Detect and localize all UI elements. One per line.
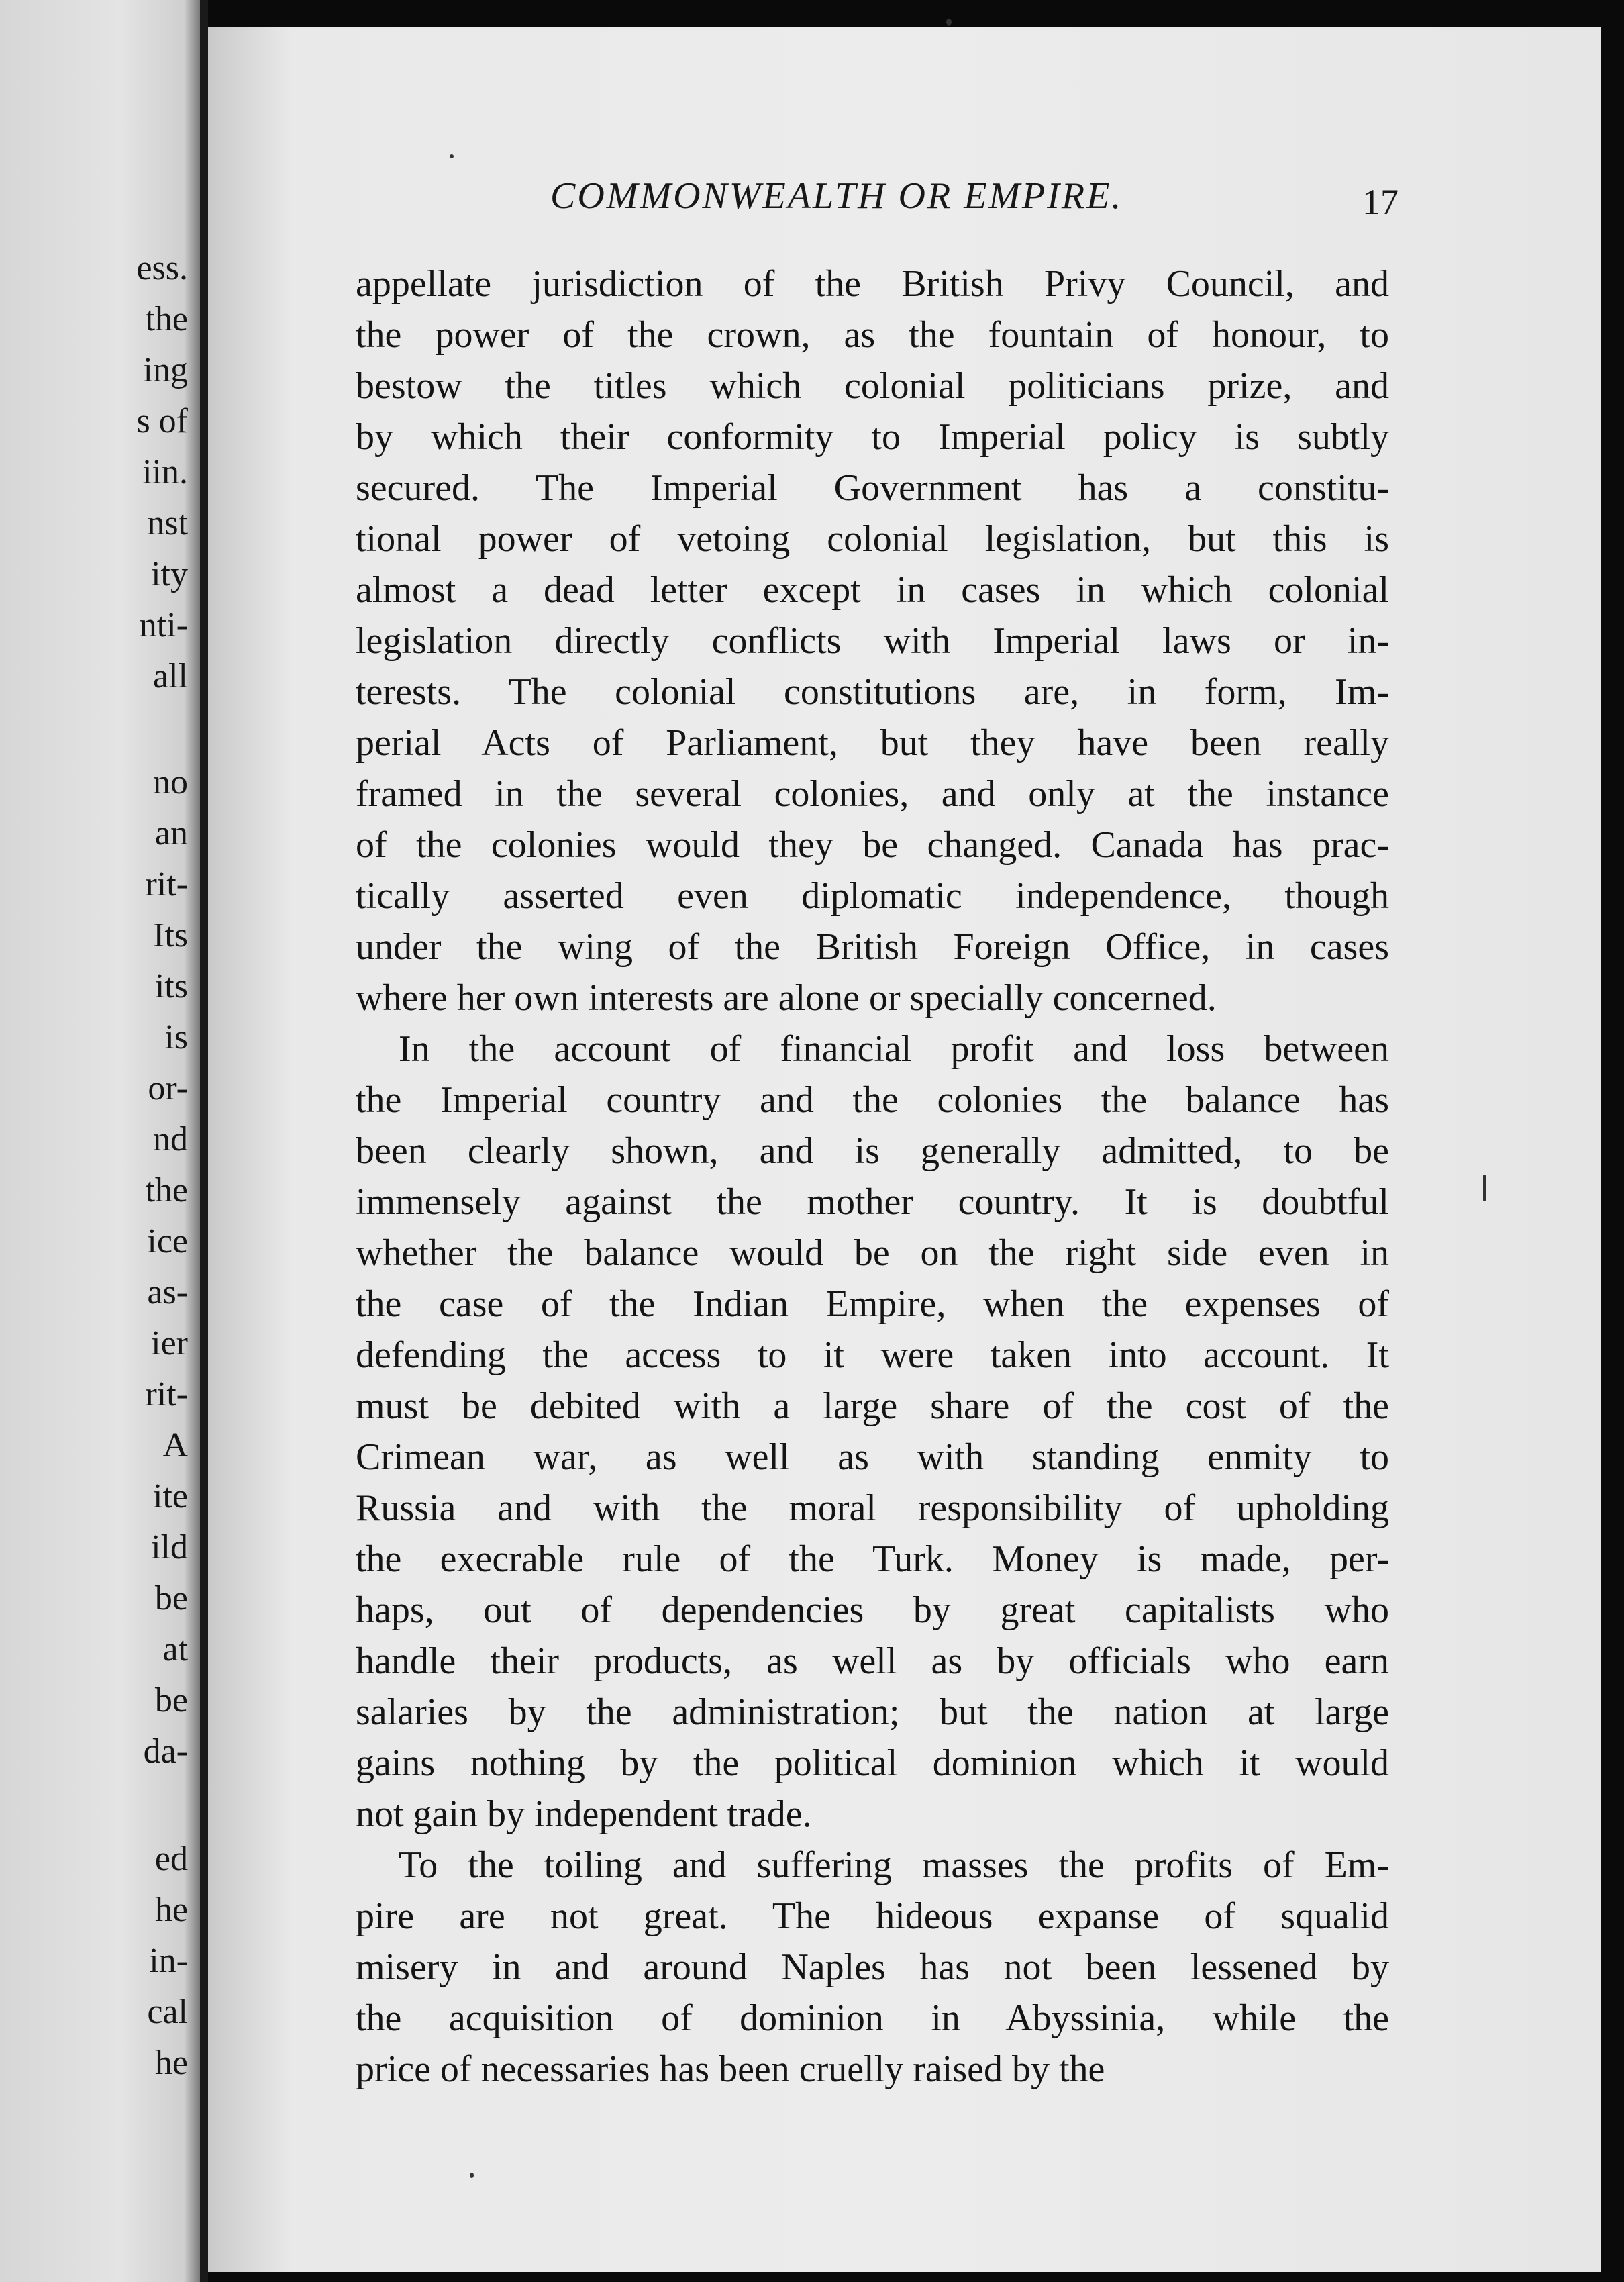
left-page-fragment: cal — [147, 1993, 188, 2031]
text-line: of the colonies would they be changed. Canada has prac- — [356, 824, 1389, 866]
left-page-fragment: an — [154, 814, 188, 852]
left-page-fragment: nti- — [139, 606, 188, 644]
text-line: Crimean war, as well as with standing enmity to — [356, 1436, 1389, 1478]
text-line: terests. The colonial constitutions are, in form, Im- — [356, 671, 1389, 713]
paragraph — [356, 258, 1389, 1024]
left-page-fragment: at — [162, 1630, 188, 1669]
text-line: gains nothing by the political dominion which it would — [356, 1742, 1389, 1784]
left-page-fragment: or- — [148, 1069, 188, 1107]
left-page-fragment: is — [164, 1018, 188, 1056]
text-line: the power of the crown, as the fountain of honour, to — [356, 314, 1389, 356]
book-gutter — [200, 0, 208, 2282]
text-line: where her own interests are alone or specially concerned. — [356, 977, 1217, 1019]
print-speck — [1483, 1175, 1486, 1201]
left-page-edge — [0, 0, 200, 2282]
left-page-fragment: he — [154, 2044, 188, 2082]
left-page-fragment: ice — [147, 1222, 188, 1260]
print-speck — [470, 2173, 474, 2178]
left-page-fragment: ild — [151, 1528, 188, 1567]
text-line: almost a dead letter except in cases in which colonial — [356, 569, 1389, 611]
left-page-fragment: the — [145, 1171, 188, 1209]
text-line: perial Acts of Parliament, but they have been really — [356, 722, 1389, 764]
text-line: To the toiling and suffering masses the profits of Em- — [399, 1844, 1389, 1886]
text-line: the Imperial country and the colonies the balance has — [356, 1079, 1389, 1121]
text-line: legislation directly conflicts with Imperial laws or in- — [356, 620, 1389, 662]
print-speck — [946, 19, 952, 26]
left-page-fragment: as- — [147, 1273, 188, 1311]
print-speck — [450, 154, 454, 158]
left-page-fragment: be — [154, 1681, 188, 1720]
left-page-fragment: ier — [151, 1324, 188, 1362]
paragraph — [356, 1024, 1389, 1840]
text-line: Russia and with the moral responsibility of upholding — [356, 1487, 1389, 1529]
text-line: misery in and around Naples has not been lessened by — [356, 1946, 1389, 1988]
text-line: salaries by the administration; but the nation at large — [356, 1691, 1389, 1733]
left-page-fragment: the — [145, 300, 188, 338]
text-line: bestow the titles which colonial politicians prize, and — [356, 365, 1389, 407]
text-line: handle their products, as well as by officials who earn — [356, 1640, 1389, 1682]
text-line: the case of the Indian Empire, when the expenses of — [356, 1283, 1389, 1325]
text-line: the acquisition of dominion in Abyssinia, while the — [356, 1997, 1389, 2039]
left-page-fragment: rit- — [145, 865, 188, 903]
left-page-fragment: all — [153, 657, 188, 695]
left-page-fragment: rit- — [145, 1375, 188, 1413]
text-line: appellate jurisdiction of the British Privy Council, and — [356, 263, 1389, 305]
left-page-fragment: ing — [143, 351, 188, 389]
running-title: COMMONWEALTH OR EMPIRE. — [550, 175, 1123, 217]
text-line: not gain by independent trade. — [356, 1793, 812, 1835]
left-page-fragment: its — [154, 967, 188, 1005]
text-line: haps, out of dependencies by great capitalists who — [356, 1589, 1389, 1631]
text-line: tically asserted even diplomatic independence, though — [356, 875, 1389, 917]
text-line: secured. The Imperial Government has a constitu- — [356, 467, 1389, 509]
left-page-fragment: Its — [153, 916, 188, 954]
text-line: price of necessaries has been cruelly raised by the — [356, 2048, 1105, 2090]
text-line: must be debited with a large share of the cost of the — [356, 1385, 1389, 1427]
text-line: under the wing of the British Foreign Office, in cases — [356, 926, 1389, 968]
left-page-fragment: da- — [143, 1732, 188, 1771]
text-line: immensely against the mother country. It is doubtful — [356, 1181, 1389, 1223]
left-page-fragment: nd — [153, 1120, 188, 1158]
left-page-fragment: ess. — [136, 249, 188, 287]
body-text — [356, 258, 1389, 2095]
left-page-fragment: ity — [151, 555, 188, 593]
text-line: pire are not great. The hideous expanse of squalid — [356, 1895, 1389, 1937]
left-page-fragment: A — [162, 1426, 188, 1465]
text-line: defending the access to it were taken into account. It — [356, 1334, 1389, 1376]
text-line: been clearly shown, and is generally admitted, to be — [356, 1130, 1389, 1172]
left-page-fragment: he — [154, 1891, 188, 1929]
text-line: whether the balance would be on the right side even in — [356, 1232, 1389, 1274]
text-line: framed in the several colonies, and only at the instance — [356, 773, 1389, 815]
left-page-fragment: no — [153, 763, 188, 801]
text-line: tional power of vetoing colonial legislation, but this is — [356, 518, 1389, 560]
left-page-fragment: s of — [136, 402, 188, 440]
text-line: In the account of financial profit and loss between — [399, 1028, 1389, 1070]
left-page-fragment: nst — [147, 504, 188, 542]
text-line: the execrable rule of the Turk. Money is made, per- — [356, 1538, 1389, 1580]
left-page-fragment: iin. — [142, 453, 188, 491]
text-line: by which their conformity to Imperial policy is subtly — [356, 416, 1389, 458]
left-page-fragment: ed — [154, 1840, 188, 1878]
left-page-fragment: in- — [149, 1942, 188, 1980]
left-page-fragment: be — [154, 1579, 188, 1618]
left-page-fragment: ite — [153, 1477, 188, 1516]
page-number: 17 — [1362, 182, 1399, 222]
paragraph — [356, 1840, 1389, 2095]
